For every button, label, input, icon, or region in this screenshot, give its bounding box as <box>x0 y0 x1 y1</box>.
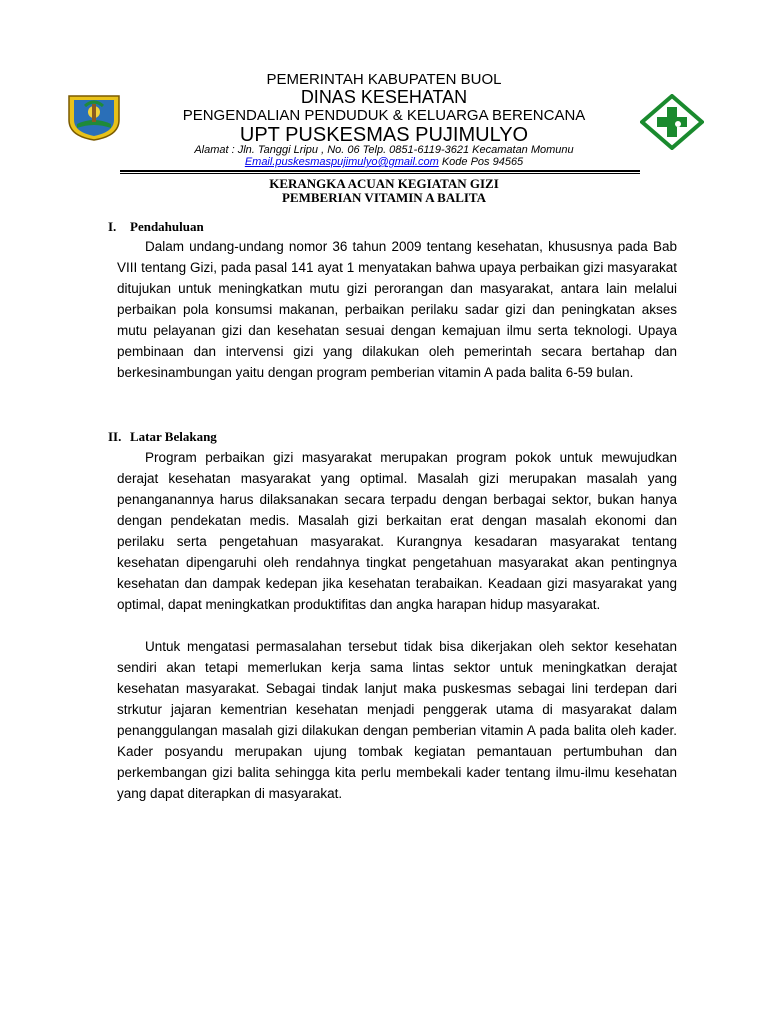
letterhead-address: Alamat : Jln. Tanggi Lripu , No. 06 Telp. 0851-6119-3621 Kecamatan Momunu <box>194 144 574 156</box>
document-title: KERANGKA ACUAN KEGIATAN GIZI <box>269 176 499 191</box>
postal-code: Kode Pos 94565 <box>441 156 524 168</box>
section-number: I. <box>108 219 117 234</box>
section-title: Latar Belakang <box>130 429 217 444</box>
letterhead-unit: UPT PUSKESMAS PUJIMULYO <box>239 124 529 146</box>
document-subtitle: PEMBERIAN VITAMIN A BALITA <box>281 190 487 205</box>
body-paragraph: Dalam undang-undang nomor 36 tahun 2009 tentang kesehatan, khususnya pada Bab VIII tentang Gizi, pada pasal 141 ayat 1 menyatakan bahwa upaya perbaikan gizi masyarakat ditujukan untuk meningkatkan mutu gizi perorangan dan masyarakat, antara lain melalui perbaikan pola konsumsi makanan, perbaikan perilaku sadar gizi dan peningkatan akses mutu pelayanan gizi dan kesehatan sesuai dengan kemajuan ilmu serta teknologi. Upaya pembinaan dan intervensi gizi yang dilakukan oleh pemerintah secara bertahap dan berkesinambungan yaitu dengan program pemberian vitamin A pada balita 6-59 bulan. <box>117 239 677 380</box>
letterhead-rule-thick <box>120 170 640 172</box>
section-number: II. <box>108 429 122 444</box>
letterhead-agency: DINAS KESEHATAN <box>300 87 468 107</box>
body-paragraph: Untuk mengatasi permasalahan tersebut tidak bisa dikerjakan oleh sektor kesehatan sendiri akan tetapi memerlukan kerja sama lintas sektor untuk meningkatkan derajat kesehatan masyarakat. Sebagai tindak lanjut maka puskesmas sebagai lini terdepan dari strkutur jajaran kementrian kesehatan menjadi penggerak utama di masyarakat dalam penanggulangan masalah gizi dilakukan dengan pemberian vitamin A pada balita oleh kader. Kader posyandu merupakan ujung tombak kegiatan pemantauan pertumbuhan dan perkembangan gizi balita sehingga kita perlu membekali kader tentang ilmu-ilmu kesehatan yang dapat diterapkan di masyarakat. <box>117 639 677 801</box>
section-heading <box>108 429 217 445</box>
letterhead-rule-thin <box>120 173 640 174</box>
email-link[interactable]: Email.puskesmaspujimulyo@gmail.com <box>244 156 439 168</box>
letterhead-division: PENGENDALIAN PENDUDUK & KELUARGA BERENCANA <box>182 107 586 124</box>
letterhead-contact <box>0 156 768 168</box>
letterhead-government: PEMERINTAH KABUPATEN BUOL <box>266 71 502 88</box>
section-title: Pendahuluan <box>130 219 204 234</box>
section-heading <box>108 219 204 235</box>
body-paragraph: Program perbaikan gizi masyarakat merupakan program pokok untuk mewujudkan derajat kesehatan masyarakat yang optimal. Masalah gizi merupakan masalah yang penanganannya harus dilaksanakan secara terpadu dengan berbagai sektor, bukan hanya dengan pendekatan medis. Masalah gizi berkaitan erat dengan masalah ekonomi dan perilaku serta pengetahuan masyarakat. Kurangnya kesadaran masyarakat tentang kesehatan dipengaruhi oleh rendahnya tingkat pengetahuan masyarakat akan pentingnya kesehatan dan dampak kedepan jika kesehatan terabaikan. Keadaan gizi masyarakat yang optimal, dapat meningkatkan produktifitas dan angka harapan hidup masyarakat. <box>117 450 677 612</box>
